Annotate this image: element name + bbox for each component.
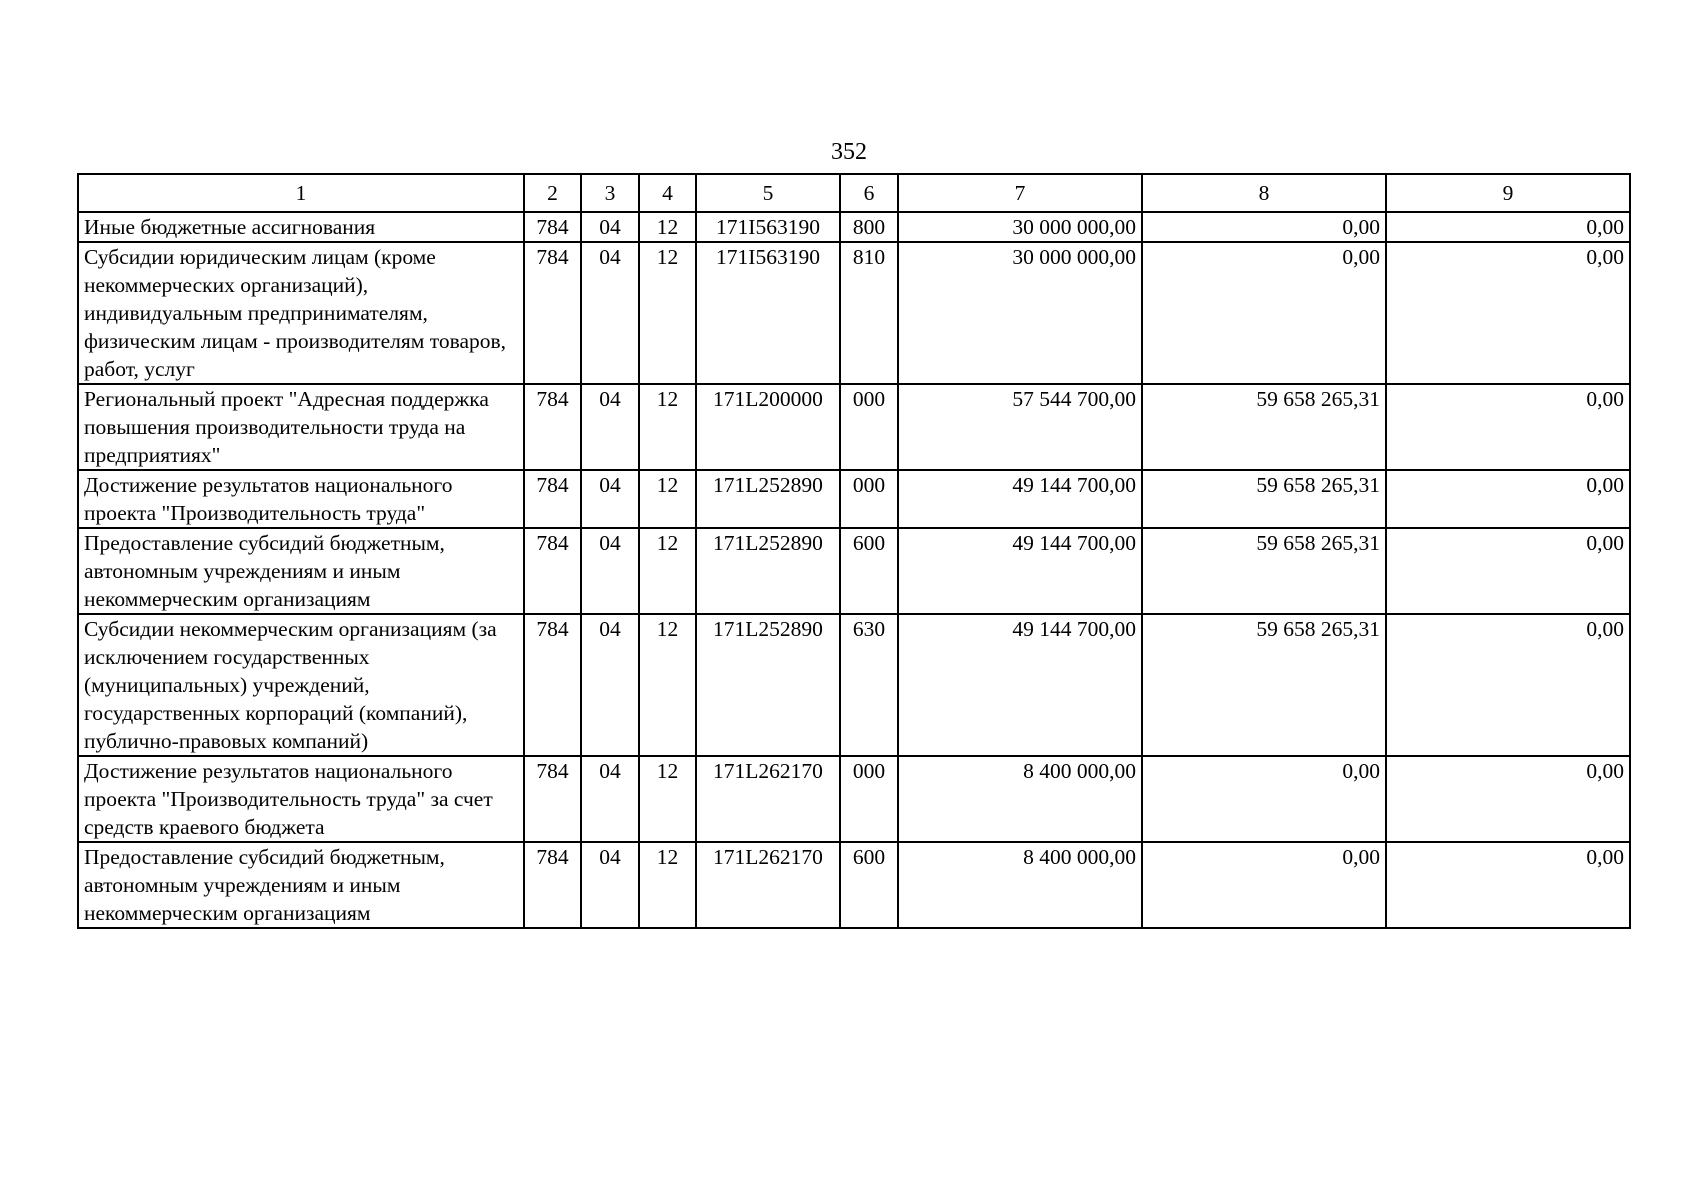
row-amount-9: 0,00	[1386, 842, 1630, 928]
row-code-4: 12	[639, 528, 696, 614]
row-amount-8: 0,00	[1142, 842, 1386, 928]
row-amount-7: 30 000 000,00	[898, 212, 1142, 242]
row-code-5: 171L262170	[696, 842, 840, 928]
row-code-2: 784	[524, 470, 581, 528]
row-amount-7: 49 144 700,00	[898, 470, 1142, 528]
header-row	[78, 174, 1630, 212]
row-code-5: 171I563190	[696, 242, 840, 384]
row-code-3: 04	[581, 212, 639, 242]
row-name: Предоставление субсидий бюджетным, автономным учреждениям и иным некоммерческим организациям	[78, 528, 524, 614]
table-row	[78, 756, 1630, 842]
row-code-4: 12	[639, 756, 696, 842]
row-amount-8: 59 658 265,31	[1142, 614, 1386, 756]
row-code-6: 000	[840, 756, 898, 842]
row-code-5: 171L252890	[696, 528, 840, 614]
row-code-2: 784	[524, 212, 581, 242]
row-code-4: 12	[639, 384, 696, 470]
row-name: Достижение результатов национального проекта "Производительность труда" за счет средств краевого бюджета	[78, 756, 524, 842]
row-code-3: 04	[581, 528, 639, 614]
row-code-5: 171L262170	[696, 756, 840, 842]
row-code-3: 04	[581, 842, 639, 928]
table-row	[78, 212, 1630, 242]
row-amount-9: 0,00	[1386, 528, 1630, 614]
column-header: 5	[696, 174, 840, 212]
row-amount-8: 0,00	[1142, 242, 1386, 384]
row-amount-8: 0,00	[1142, 756, 1386, 842]
row-code-5: 171L252890	[696, 470, 840, 528]
row-amount-9: 0,00	[1386, 614, 1630, 756]
row-amount-8: 59 658 265,31	[1142, 470, 1386, 528]
row-code-6: 600	[840, 528, 898, 614]
row-code-4: 12	[639, 242, 696, 384]
column-header: 1	[78, 174, 524, 212]
row-code-5: 171I563190	[696, 212, 840, 242]
table-row	[78, 528, 1630, 614]
row-code-5: 171L200000	[696, 384, 840, 470]
column-header: 7	[898, 174, 1142, 212]
row-amount-7: 49 144 700,00	[898, 528, 1142, 614]
row-amount-8: 59 658 265,31	[1142, 384, 1386, 470]
row-code-2: 784	[524, 242, 581, 384]
row-name: Предоставление субсидий бюджетным, автономным учреждениям и иным некоммерческим организациям	[78, 842, 524, 928]
column-header: 6	[840, 174, 898, 212]
row-code-3: 04	[581, 470, 639, 528]
row-code-6: 810	[840, 242, 898, 384]
row-code-3: 04	[581, 242, 639, 384]
column-header: 2	[524, 174, 581, 212]
row-code-4: 12	[639, 614, 696, 756]
table-row	[78, 242, 1630, 384]
row-name: Иные бюджетные ассигнования	[78, 212, 524, 242]
row-code-2: 784	[524, 842, 581, 928]
row-code-5: 171L252890	[696, 614, 840, 756]
row-code-4: 12	[639, 212, 696, 242]
page-number: 352	[831, 139, 867, 165]
column-header: 4	[639, 174, 696, 212]
column-header: 9	[1386, 174, 1630, 212]
row-amount-9: 0,00	[1386, 212, 1630, 242]
row-amount-8: 0,00	[1142, 212, 1386, 242]
row-amount-9: 0,00	[1386, 384, 1630, 470]
column-header: 3	[581, 174, 639, 212]
row-amount-7: 57 544 700,00	[898, 384, 1142, 470]
row-amount-8: 59 658 265,31	[1142, 528, 1386, 614]
row-code-3: 04	[581, 756, 639, 842]
row-code-3: 04	[581, 614, 639, 756]
table-row	[78, 470, 1630, 528]
column-header: 8	[1142, 174, 1386, 212]
row-amount-7: 30 000 000,00	[898, 242, 1142, 384]
row-code-2: 784	[524, 756, 581, 842]
row-amount-9: 0,00	[1386, 756, 1630, 842]
row-code-2: 784	[524, 614, 581, 756]
row-amount-7: 8 400 000,00	[898, 756, 1142, 842]
row-code-2: 784	[524, 528, 581, 614]
row-code-4: 12	[639, 470, 696, 528]
row-code-6: 630	[840, 614, 898, 756]
row-code-4: 12	[639, 842, 696, 928]
row-amount-7: 8 400 000,00	[898, 842, 1142, 928]
row-name: Субсидии юридическим лицам (кроме некоммерческих организаций), индивидуальным предпринимателям, физическим лицам - производителям товаров, работ, услуг	[78, 242, 524, 384]
row-code-3: 04	[581, 384, 639, 470]
row-code-2: 784	[524, 384, 581, 470]
row-code-6: 000	[840, 384, 898, 470]
row-amount-7: 49 144 700,00	[898, 614, 1142, 756]
row-name: Достижение результатов национального проекта "Производительность труда"	[78, 470, 524, 528]
budget-table	[77, 173, 1631, 929]
row-amount-9: 0,00	[1386, 470, 1630, 528]
row-code-6: 000	[840, 470, 898, 528]
row-name: Региональный проект "Адресная поддержка повышения производительности труда на предприятиях"	[78, 384, 524, 470]
table-row	[78, 842, 1630, 928]
table-row	[78, 384, 1630, 470]
row-code-6: 600	[840, 842, 898, 928]
row-amount-9: 0,00	[1386, 242, 1630, 384]
row-code-6: 800	[840, 212, 898, 242]
row-name: Субсидии некоммерческим организациям (за исключением государственных (муниципальных) учреждений, государственных корпораций (компаний), публично-правовых компаний)	[78, 614, 524, 756]
table-row	[78, 614, 1630, 756]
